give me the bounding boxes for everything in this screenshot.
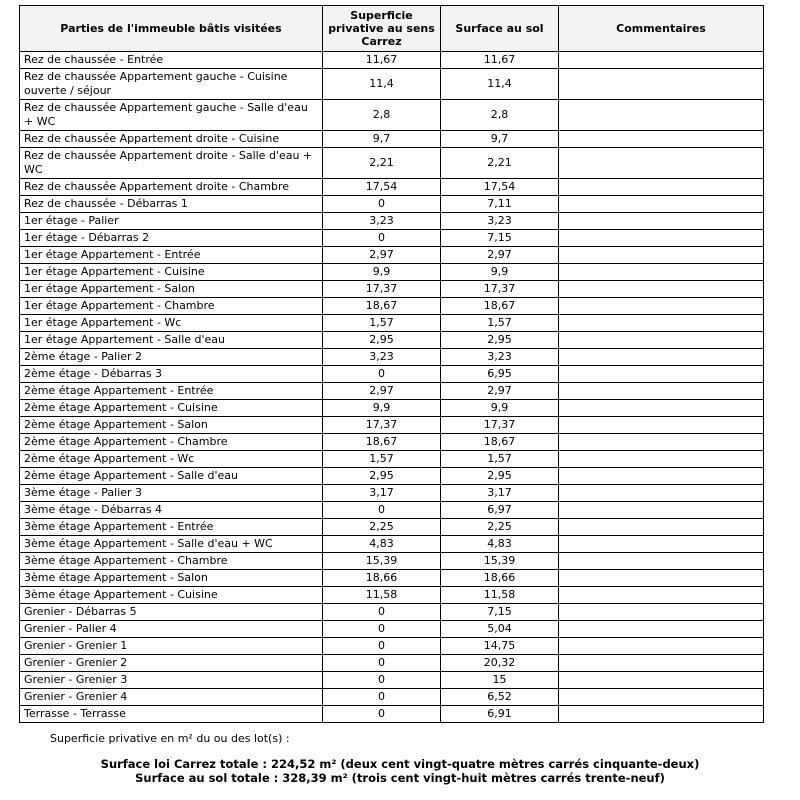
table-body	[20, 52, 764, 723]
table-row	[20, 315, 764, 332]
cell-superficie-carrez: 0	[323, 655, 441, 672]
cell-superficie-carrez: 18,67	[323, 434, 441, 451]
cell-part-label: Rez de chaussée Appartement droite - Chambre	[20, 179, 323, 196]
cell-surface-sol: 2,21	[441, 148, 559, 179]
cell-surface-sol: 1,57	[441, 451, 559, 468]
table-row	[20, 264, 764, 281]
table-row	[20, 553, 764, 570]
cell-part-label: 1er étage Appartement - Wc	[20, 315, 323, 332]
cell-commentaire	[559, 230, 764, 247]
cell-part-label: 2ème étage Appartement - Salle d'eau	[20, 468, 323, 485]
cell-superficie-carrez: 15,39	[323, 553, 441, 570]
cell-superficie-carrez: 18,67	[323, 298, 441, 315]
column-header-parties: Parties de l'immeuble bâtis visitées	[20, 6, 323, 52]
table-row	[20, 621, 764, 638]
table-row	[20, 587, 764, 604]
cell-part-label: Grenier - Grenier 1	[20, 638, 323, 655]
cell-part-label: 1er étage Appartement - Entrée	[20, 247, 323, 264]
cell-surface-sol: 17,37	[441, 417, 559, 434]
cell-commentaire	[559, 131, 764, 148]
cell-superficie-carrez: 17,54	[323, 179, 441, 196]
table-row	[20, 536, 764, 553]
cell-commentaire	[559, 417, 764, 434]
cell-commentaire	[559, 706, 764, 723]
surfaces-table	[19, 5, 764, 723]
column-header-surface-sol: Surface au sol	[441, 6, 559, 52]
cell-superficie-carrez: 17,37	[323, 281, 441, 298]
table-row	[20, 131, 764, 148]
cell-superficie-carrez: 0	[323, 638, 441, 655]
cell-part-label: 1er étage - Palier	[20, 213, 323, 230]
cell-commentaire	[559, 281, 764, 298]
cell-surface-sol: 11,4	[441, 69, 559, 100]
cell-part-label: Grenier - Grenier 3	[20, 672, 323, 689]
cell-surface-sol: 3,23	[441, 349, 559, 366]
cell-commentaire	[559, 264, 764, 281]
cell-superficie-carrez: 2,97	[323, 247, 441, 264]
cell-surface-sol: 9,7	[441, 131, 559, 148]
cell-commentaire	[559, 366, 764, 383]
table-header	[20, 6, 764, 52]
table-row	[20, 655, 764, 672]
cell-surface-sol: 5,04	[441, 621, 559, 638]
cell-surface-sol: 9,9	[441, 264, 559, 281]
cell-commentaire	[559, 383, 764, 400]
cell-superficie-carrez: 0	[323, 502, 441, 519]
cell-superficie-carrez: 0	[323, 689, 441, 706]
cell-commentaire	[559, 621, 764, 638]
cell-part-label: 2ème étage Appartement - Cuisine	[20, 400, 323, 417]
cell-part-label: Grenier - Grenier 4	[20, 689, 323, 706]
cell-superficie-carrez: 2,25	[323, 519, 441, 536]
cell-superficie-carrez: 2,8	[323, 100, 441, 131]
cell-part-label: 3ème étage - Débarras 4	[20, 502, 323, 519]
cell-superficie-carrez: 2,21	[323, 148, 441, 179]
cell-commentaire	[559, 179, 764, 196]
cell-surface-sol: 18,66	[441, 570, 559, 587]
cell-commentaire	[559, 451, 764, 468]
table-row	[20, 519, 764, 536]
cell-part-label: Rez de chaussée - Débarras 1	[20, 196, 323, 213]
cell-superficie-carrez: 1,57	[323, 315, 441, 332]
table-row	[20, 434, 764, 451]
cell-superficie-carrez: 2,97	[323, 383, 441, 400]
cell-commentaire	[559, 587, 764, 604]
cell-commentaire	[559, 247, 764, 264]
cell-commentaire	[559, 196, 764, 213]
cell-superficie-carrez: 4,83	[323, 536, 441, 553]
column-header-superficie-carrez: Superficie privative au sens Carrez	[323, 6, 441, 52]
cell-part-label: 3ème étage Appartement - Entrée	[20, 519, 323, 536]
cell-surface-sol: 6,52	[441, 689, 559, 706]
cell-commentaire	[559, 485, 764, 502]
table-row	[20, 502, 764, 519]
cell-surface-sol: 4,83	[441, 536, 559, 553]
table-row	[20, 213, 764, 230]
table-row	[20, 100, 764, 131]
cell-commentaire	[559, 570, 764, 587]
cell-surface-sol: 20,32	[441, 655, 559, 672]
cell-part-label: 3ème étage Appartement - Salon	[20, 570, 323, 587]
cell-surface-sol: 3,17	[441, 485, 559, 502]
table-row	[20, 383, 764, 400]
cell-superficie-carrez: 2,95	[323, 332, 441, 349]
cell-part-label: Rez de chaussée - Entrée	[20, 52, 323, 69]
cell-superficie-carrez: 9,9	[323, 400, 441, 417]
table-row	[20, 196, 764, 213]
table-row	[20, 689, 764, 706]
cell-superficie-carrez: 0	[323, 604, 441, 621]
cell-part-label: 3ème étage - Palier 3	[20, 485, 323, 502]
cell-commentaire	[559, 519, 764, 536]
table-row	[20, 349, 764, 366]
cell-commentaire	[559, 638, 764, 655]
cell-part-label: Terrasse - Terrasse	[20, 706, 323, 723]
table-row	[20, 468, 764, 485]
total-sol-line: Surface au sol totale : 328,39 m² (trois cent vingt-huit mètres carrés trente-neuf)	[135, 771, 665, 785]
cell-commentaire	[559, 69, 764, 100]
cell-superficie-carrez: 18,66	[323, 570, 441, 587]
cell-part-label: 2ème étage Appartement - Wc	[20, 451, 323, 468]
table-row	[20, 706, 764, 723]
table-row	[20, 179, 764, 196]
table-row	[20, 570, 764, 587]
cell-commentaire	[559, 52, 764, 69]
cell-surface-sol: 9,9	[441, 400, 559, 417]
cell-surface-sol: 2,95	[441, 468, 559, 485]
cell-surface-sol: 14,75	[441, 638, 559, 655]
cell-surface-sol: 2,97	[441, 247, 559, 264]
cell-superficie-carrez: 0	[323, 706, 441, 723]
cell-commentaire	[559, 400, 764, 417]
total-carrez-line: Surface loi Carrez totale : 224,52 m² (deux cent vingt-quatre mètres carrés cinquante-deux)	[100, 757, 700, 771]
cell-part-label: Rez de chaussée Appartement gauche - Cuisine ouverte / séjour	[20, 69, 323, 100]
cell-surface-sol: 15	[441, 672, 559, 689]
table-row	[20, 230, 764, 247]
table-row	[20, 451, 764, 468]
table-row	[20, 298, 764, 315]
cell-surface-sol: 17,54	[441, 179, 559, 196]
table-row	[20, 69, 764, 100]
cell-commentaire	[559, 655, 764, 672]
cell-part-label: 3ème étage Appartement - Salle d'eau + WC	[20, 536, 323, 553]
table-row	[20, 148, 764, 179]
cell-surface-sol: 6,95	[441, 366, 559, 383]
cell-surface-sol: 3,23	[441, 213, 559, 230]
cell-part-label: Grenier - Débarras 5	[20, 604, 323, 621]
cell-surface-sol: 7,15	[441, 230, 559, 247]
cell-part-label: 2ème étage - Débarras 3	[20, 366, 323, 383]
cell-surface-sol: 2,97	[441, 383, 559, 400]
table-row	[20, 485, 764, 502]
cell-surface-sol: 6,91	[441, 706, 559, 723]
cell-superficie-carrez: 17,37	[323, 417, 441, 434]
cell-part-label: Rez de chaussée Appartement droite - Salle d'eau + WC	[20, 148, 323, 179]
cell-superficie-carrez: 0	[323, 672, 441, 689]
cell-part-label: 1er étage Appartement - Salle d'eau	[20, 332, 323, 349]
cell-superficie-carrez: 11,4	[323, 69, 441, 100]
cell-part-label: 2ème étage - Palier 2	[20, 349, 323, 366]
cell-commentaire	[559, 315, 764, 332]
cell-surface-sol: 2,25	[441, 519, 559, 536]
cell-part-label: 1er étage - Débarras 2	[20, 230, 323, 247]
cell-superficie-carrez: 3,23	[323, 349, 441, 366]
cell-superficie-carrez: 1,57	[323, 451, 441, 468]
cell-surface-sol: 18,67	[441, 298, 559, 315]
cell-superficie-carrez: 0	[323, 621, 441, 638]
table-row	[20, 672, 764, 689]
cell-surface-sol: 15,39	[441, 553, 559, 570]
cell-part-label: 3ème étage Appartement - Chambre	[20, 553, 323, 570]
cell-commentaire	[559, 349, 764, 366]
table-row	[20, 400, 764, 417]
cell-surface-sol: 7,15	[441, 604, 559, 621]
cell-superficie-carrez: 2,95	[323, 468, 441, 485]
table-row	[20, 332, 764, 349]
cell-part-label: 1er étage Appartement - Chambre	[20, 298, 323, 315]
cell-commentaire	[559, 689, 764, 706]
superficie-note: Superficie privative en m² du ou des lot(s) :	[50, 732, 290, 745]
table-row	[20, 366, 764, 383]
cell-superficie-carrez: 11,67	[323, 52, 441, 69]
cell-surface-sol: 11,58	[441, 587, 559, 604]
table-row	[20, 247, 764, 264]
cell-commentaire	[559, 604, 764, 621]
cell-part-label: 3ème étage Appartement - Cuisine	[20, 587, 323, 604]
cell-surface-sol: 2,8	[441, 100, 559, 131]
table-header-row	[20, 6, 764, 52]
table-row	[20, 638, 764, 655]
cell-commentaire	[559, 672, 764, 689]
cell-part-label: Grenier - Grenier 2	[20, 655, 323, 672]
cell-surface-sol: 18,67	[441, 434, 559, 451]
cell-commentaire	[559, 148, 764, 179]
cell-superficie-carrez: 11,58	[323, 587, 441, 604]
cell-commentaire	[559, 434, 764, 451]
totals-block	[0, 757, 800, 785]
cell-commentaire	[559, 502, 764, 519]
cell-commentaire	[559, 553, 764, 570]
table-row	[20, 52, 764, 69]
cell-commentaire	[559, 468, 764, 485]
cell-superficie-carrez: 3,17	[323, 485, 441, 502]
cell-superficie-carrez: 0	[323, 366, 441, 383]
cell-surface-sol: 17,37	[441, 281, 559, 298]
cell-commentaire	[559, 298, 764, 315]
cell-surface-sol: 7,11	[441, 196, 559, 213]
cell-surface-sol: 6,97	[441, 502, 559, 519]
cell-superficie-carrez: 9,7	[323, 131, 441, 148]
cell-commentaire	[559, 332, 764, 349]
table-row	[20, 417, 764, 434]
table-row	[20, 281, 764, 298]
cell-part-label: 2ème étage Appartement - Salon	[20, 417, 323, 434]
cell-part-label: 2ème étage Appartement - Entrée	[20, 383, 323, 400]
table-row	[20, 604, 764, 621]
column-header-commentaires: Commentaires	[559, 6, 764, 52]
cell-part-label: Grenier - Palier 4	[20, 621, 323, 638]
cell-commentaire	[559, 213, 764, 230]
cell-part-label: Rez de chaussée Appartement droite - Cuisine	[20, 131, 323, 148]
cell-surface-sol: 2,95	[441, 332, 559, 349]
cell-part-label: 2ème étage Appartement - Chambre	[20, 434, 323, 451]
cell-superficie-carrez: 0	[323, 196, 441, 213]
cell-superficie-carrez: 9,9	[323, 264, 441, 281]
cell-part-label: 1er étage Appartement - Salon	[20, 281, 323, 298]
cell-superficie-carrez: 0	[323, 230, 441, 247]
cell-surface-sol: 11,67	[441, 52, 559, 69]
cell-superficie-carrez: 3,23	[323, 213, 441, 230]
cell-commentaire	[559, 100, 764, 131]
cell-commentaire	[559, 536, 764, 553]
cell-part-label: 1er étage Appartement - Cuisine	[20, 264, 323, 281]
cell-part-label: Rez de chaussée Appartement gauche - Salle d'eau + WC	[20, 100, 323, 131]
cell-surface-sol: 1,57	[441, 315, 559, 332]
